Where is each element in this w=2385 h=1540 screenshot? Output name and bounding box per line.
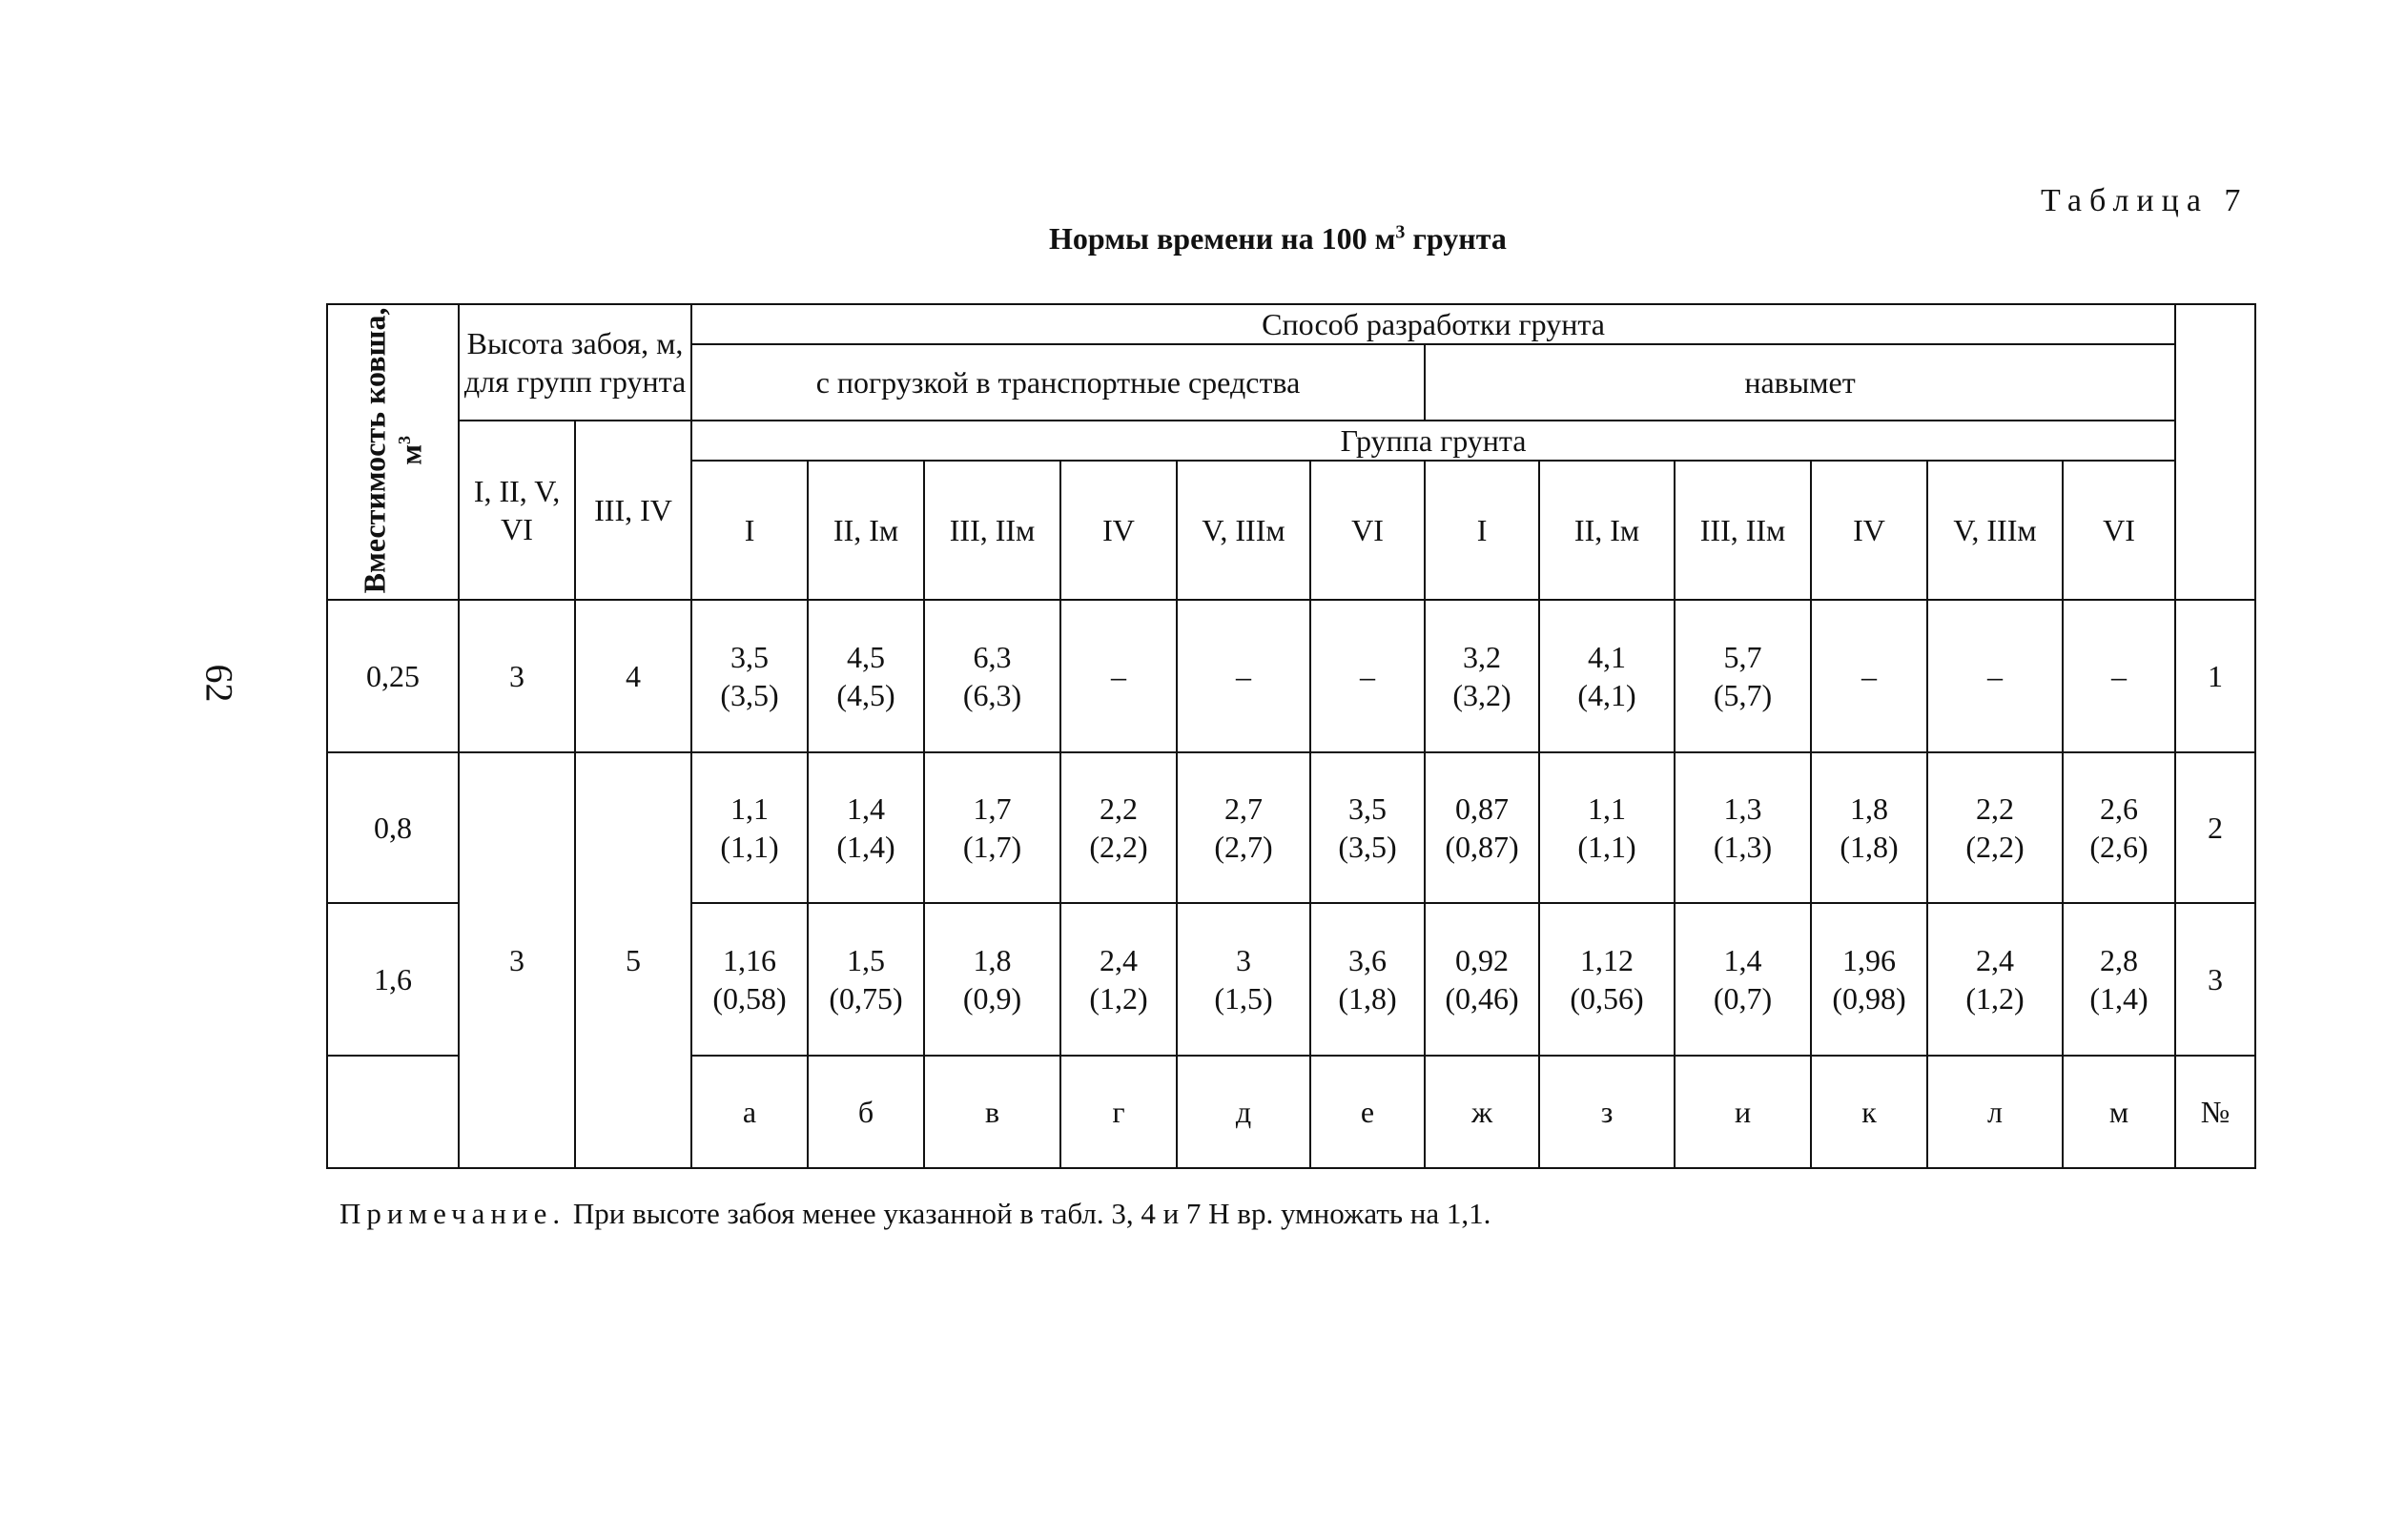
norm-value-alt: (1,3) bbox=[1713, 830, 1773, 864]
norm-value: 1,16 bbox=[723, 943, 777, 977]
norm-cell bbox=[1811, 903, 1927, 1056]
norm-value-alt: (0,98) bbox=[1832, 981, 1906, 1016]
loading-group-header: V, IIIм bbox=[1177, 461, 1310, 600]
table-note bbox=[339, 1197, 1491, 1231]
norm-cell bbox=[1425, 752, 1539, 903]
norm-cell bbox=[1177, 903, 1310, 1056]
column-letter: б bbox=[808, 1056, 924, 1168]
norm-value: 4,5 bbox=[847, 640, 886, 674]
norm-value-alt: (2,7) bbox=[1214, 830, 1273, 864]
norm-cell bbox=[1539, 903, 1675, 1056]
norm-value: – bbox=[1111, 659, 1127, 693]
norm-cell bbox=[1539, 752, 1675, 903]
number-column-header bbox=[2175, 304, 2255, 600]
loading-group-header: II, Iм bbox=[808, 461, 924, 600]
column-letter: в bbox=[924, 1056, 1060, 1168]
norm-value: – bbox=[1987, 659, 2004, 693]
norm-cell bbox=[924, 752, 1060, 903]
table-title bbox=[1049, 221, 1507, 257]
norm-cell bbox=[1675, 903, 1811, 1056]
number-sign-cell: № bbox=[2175, 1056, 2255, 1168]
norm-value: – bbox=[1236, 659, 1252, 693]
norm-value: 1,8 bbox=[973, 943, 1012, 977]
norm-cell bbox=[1177, 600, 1310, 752]
norm-value-alt: (0,56) bbox=[1570, 981, 1644, 1016]
face-group-1-header: I, II, V, VI bbox=[459, 421, 575, 600]
face-height-cell: 3 bbox=[459, 752, 575, 1168]
row-number-cell: 3 bbox=[2175, 903, 2255, 1056]
norm-cell bbox=[1675, 752, 1811, 903]
norm-value-alt: (1,5) bbox=[1214, 981, 1273, 1016]
norm-value: 3,2 bbox=[1463, 640, 1502, 674]
norm-value-alt: (1,4) bbox=[836, 830, 895, 864]
norm-cell bbox=[808, 600, 924, 752]
empty-cell bbox=[327, 1056, 459, 1168]
dump-group-header: II, Iм bbox=[1539, 461, 1675, 600]
title-superscript: 3 bbox=[1395, 221, 1406, 243]
title-text: Нормы времени на 100 м bbox=[1049, 221, 1396, 256]
norm-value-alt: (3,2) bbox=[1452, 678, 1511, 712]
norm-cell bbox=[1675, 600, 1811, 752]
loading-group-header: III, IIм bbox=[924, 461, 1060, 600]
norm-value-alt: (3,5) bbox=[720, 678, 779, 712]
norm-cell bbox=[691, 903, 808, 1056]
norm-value-alt: (0,75) bbox=[829, 981, 903, 1016]
column-letter: л bbox=[1927, 1056, 2063, 1168]
norm-cell bbox=[1310, 903, 1425, 1056]
norm-value-alt: (1,4) bbox=[2089, 981, 2149, 1016]
norm-value: 2,7 bbox=[1224, 791, 1264, 826]
norm-cell bbox=[1927, 903, 2063, 1056]
norm-cell bbox=[1425, 600, 1539, 752]
norm-value-alt: (1,2) bbox=[1089, 981, 1148, 1016]
norm-cell bbox=[1177, 752, 1310, 903]
capacity-cell: 0,25 bbox=[327, 600, 459, 752]
norm-value-alt: (1,2) bbox=[1965, 981, 2025, 1016]
norm-cell bbox=[1310, 600, 1425, 752]
face-group-2-header: III, IV bbox=[575, 421, 691, 600]
norm-value-alt: (5,7) bbox=[1713, 678, 1773, 712]
note-label: Примечание. bbox=[339, 1197, 566, 1230]
dump-group-header: I bbox=[1425, 461, 1539, 600]
norm-value-alt: (1,1) bbox=[1577, 830, 1636, 864]
norm-cell bbox=[2063, 752, 2175, 903]
row-number-cell: 2 bbox=[2175, 752, 2255, 903]
norm-value: 2,2 bbox=[1100, 791, 1139, 826]
norm-cell bbox=[691, 752, 808, 903]
norm-cell bbox=[1060, 903, 1177, 1056]
method-header: Способ разработки грунта bbox=[691, 304, 2175, 344]
norm-value: 1,3 bbox=[1723, 791, 1762, 826]
norm-value-alt: (0,9) bbox=[962, 981, 1022, 1016]
column-letter: а bbox=[691, 1056, 808, 1168]
norm-value-alt: (2,2) bbox=[1965, 830, 2025, 864]
norm-value-alt: (2,2) bbox=[1089, 830, 1148, 864]
norm-cell bbox=[1927, 752, 2063, 903]
column-letter: г bbox=[1060, 1056, 1177, 1168]
norm-cell bbox=[1060, 600, 1177, 752]
norm-value: 2,4 bbox=[1976, 943, 2015, 977]
method-loading-header: с погрузкой в транспортные средства bbox=[691, 344, 1425, 421]
norm-value: – bbox=[2111, 659, 2128, 693]
norm-cell bbox=[1539, 600, 1675, 752]
soil-group-header: Группа грунта bbox=[691, 421, 2175, 461]
loading-group-header: I bbox=[691, 461, 808, 600]
norm-cell bbox=[2063, 903, 2175, 1056]
norm-value: 1,8 bbox=[1850, 791, 1889, 826]
table-row bbox=[327, 600, 2255, 752]
loading-group-header: VI bbox=[1310, 461, 1425, 600]
norm-cell bbox=[1811, 600, 1927, 752]
norm-value: 6,3 bbox=[973, 640, 1012, 674]
capacity-cell: 1,6 bbox=[327, 903, 459, 1056]
face-height-header: Высота забоя, м, для групп грунта bbox=[459, 304, 691, 421]
norm-value-alt: (6,3) bbox=[962, 678, 1022, 712]
norm-value: 0,87 bbox=[1455, 791, 1510, 826]
face-height-cell: 4 bbox=[575, 600, 691, 752]
column-letter: з bbox=[1539, 1056, 1675, 1168]
column-letter: ж bbox=[1425, 1056, 1539, 1168]
dump-group-header: III, IIм bbox=[1675, 461, 1811, 600]
norm-value: 1,1 bbox=[1588, 791, 1627, 826]
norm-cell bbox=[1310, 752, 1425, 903]
norm-cell bbox=[924, 600, 1060, 752]
capacity-header-label bbox=[357, 307, 430, 593]
dump-group-header: IV bbox=[1811, 461, 1927, 600]
norm-value: 1,96 bbox=[1842, 943, 1897, 977]
dump-group-header: VI bbox=[2063, 461, 2175, 600]
norm-value: 5,7 bbox=[1723, 640, 1762, 674]
norm-cell bbox=[808, 752, 924, 903]
norm-value: 3,5 bbox=[1348, 791, 1388, 826]
dump-group-header: V, IIIм bbox=[1927, 461, 2063, 600]
title-tail: грунта bbox=[1405, 221, 1507, 256]
norm-value: – bbox=[1360, 659, 1376, 693]
norm-value: 2,8 bbox=[2100, 943, 2139, 977]
norm-value: 2,2 bbox=[1976, 791, 2015, 826]
norm-value-alt: (1,8) bbox=[1338, 981, 1397, 1016]
face-height-cell: 3 bbox=[459, 600, 575, 752]
norm-value-alt: (0,87) bbox=[1445, 830, 1519, 864]
norm-value: 0,92 bbox=[1455, 943, 1510, 977]
column-letter: к bbox=[1811, 1056, 1927, 1168]
capacity-header bbox=[327, 304, 459, 600]
capacity-cell: 0,8 bbox=[327, 752, 459, 903]
norm-value: – bbox=[1861, 659, 1878, 693]
norm-value: 1,5 bbox=[847, 943, 886, 977]
row-number-cell: 1 bbox=[2175, 600, 2255, 752]
norms-table bbox=[326, 303, 2256, 1169]
norm-value: 4,1 bbox=[1588, 640, 1627, 674]
norm-value: 1,12 bbox=[1580, 943, 1635, 977]
loading-group-header: IV bbox=[1060, 461, 1177, 600]
table-label: Таблица 7 bbox=[2041, 183, 2249, 218]
norm-value-alt: (2,6) bbox=[2089, 830, 2149, 864]
table-row bbox=[327, 752, 2255, 903]
face-height-cell: 5 bbox=[575, 752, 691, 1168]
norm-value: 1,4 bbox=[1723, 943, 1762, 977]
norm-value: 1,7 bbox=[973, 791, 1012, 826]
norm-value: 3 bbox=[1236, 943, 1252, 977]
norm-cell bbox=[1811, 752, 1927, 903]
norm-value: 2,6 bbox=[2100, 791, 2139, 826]
norm-cell bbox=[1927, 600, 2063, 752]
column-letter: и bbox=[1675, 1056, 1811, 1168]
note-text: При высоте забоя менее указанной в табл. 3, 4 и 7 Н вр. умножать на 1,1. bbox=[565, 1197, 1491, 1230]
norm-cell bbox=[691, 600, 808, 752]
norm-value-alt: (3,5) bbox=[1338, 830, 1397, 864]
norm-cell bbox=[808, 903, 924, 1056]
norm-value: 2,4 bbox=[1100, 943, 1139, 977]
norm-cell bbox=[924, 903, 1060, 1056]
norm-cell bbox=[1425, 903, 1539, 1056]
capacity-header-sup: 3 bbox=[395, 436, 415, 444]
norm-value: 3,6 bbox=[1348, 943, 1388, 977]
norm-value: 1,4 bbox=[847, 791, 886, 826]
norm-value: 1,1 bbox=[730, 791, 770, 826]
method-dump-header: навымет bbox=[1425, 344, 2175, 421]
column-letter: е bbox=[1310, 1056, 1425, 1168]
norm-value-alt: (0,46) bbox=[1445, 981, 1519, 1016]
capacity-header-text: Вместимость ковша, м bbox=[357, 307, 428, 594]
norm-value-alt: (1,1) bbox=[720, 830, 779, 864]
norm-value-alt: (0,58) bbox=[712, 981, 787, 1016]
norm-value-alt: (1,7) bbox=[962, 830, 1022, 864]
norm-value-alt: (1,8) bbox=[1840, 830, 1899, 864]
norm-value-alt: (4,1) bbox=[1577, 678, 1636, 712]
norm-value-alt: (4,5) bbox=[836, 678, 895, 712]
column-letter: м bbox=[2063, 1056, 2175, 1168]
norm-value-alt: (0,7) bbox=[1713, 981, 1773, 1016]
column-letter: д bbox=[1177, 1056, 1310, 1168]
norm-cell bbox=[1060, 752, 1177, 903]
norm-cell bbox=[2063, 600, 2175, 752]
page-number: 62 bbox=[197, 664, 241, 703]
norm-value: 3,5 bbox=[730, 640, 770, 674]
